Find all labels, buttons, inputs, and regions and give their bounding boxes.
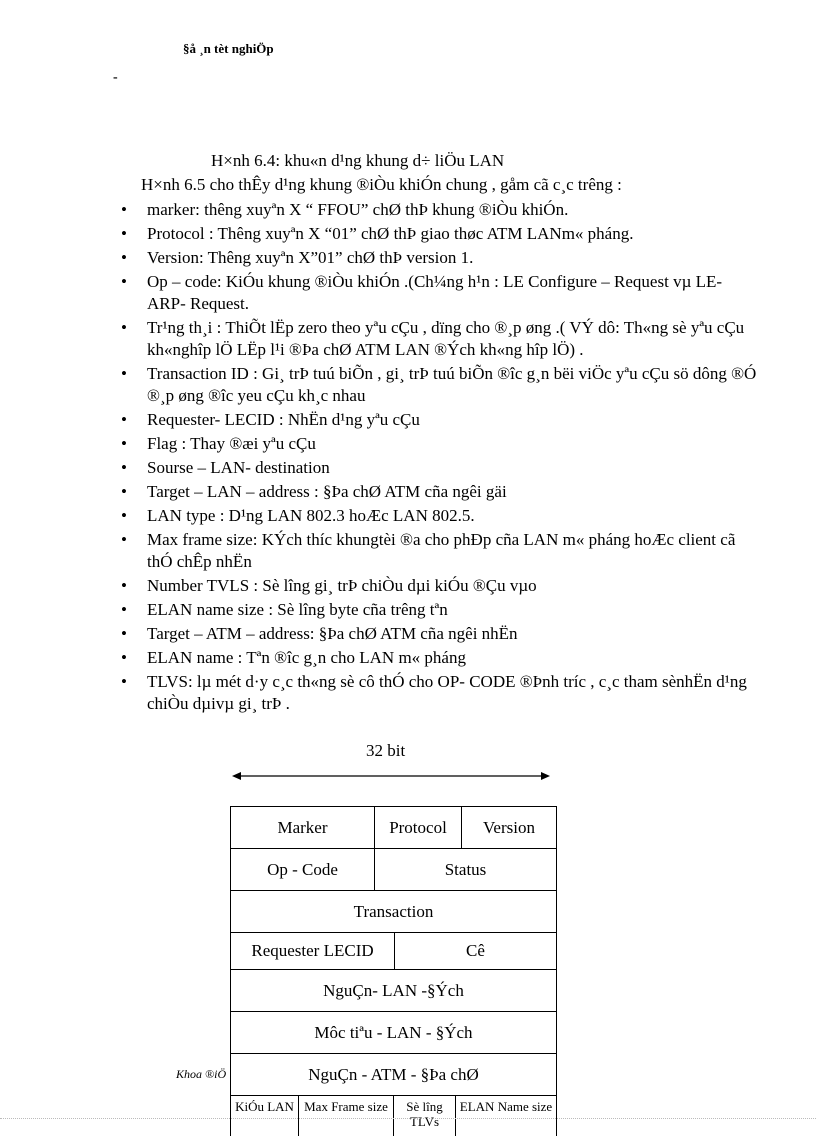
frame-cell-number-tlvs: Sè lîng TLVs bbox=[394, 1096, 456, 1136]
frame-cell-transaction: Transaction bbox=[231, 891, 557, 932]
header-dash: - bbox=[113, 70, 118, 85]
control-frame-diagram bbox=[230, 806, 557, 1136]
frame-cell-op-code: Op - Code bbox=[231, 849, 375, 890]
frame-cell-target-lan: Môc tiªu - LAN - §Ých bbox=[231, 1012, 557, 1053]
frame-cell-lan-type: KiÓu LAN bbox=[231, 1096, 299, 1136]
double-arrow-icon bbox=[232, 768, 550, 784]
list-item: • ELAN name size : Sè lîng byte cña trêng tªn bbox=[120, 599, 760, 621]
list-item: • Requester- LECID : NhËn d¹ng yªu cÇu bbox=[120, 409, 760, 431]
list-item: • Tr¹ng th¸i : ThiÕt lËp zero theo yªu cÇu , dïng cho ®¸p øng .( VÝ dô: Th«ng sè yªu cÇu kh«nghîp lÖ LËp l¹i ®Þa chØ ATM LAN ®Ých kh«ng hîp lÖ) . bbox=[120, 317, 760, 361]
intro-paragraph: H×nh 6.5 cho thÊy d¹ng khung ®iÒu khiÓn chung , gåm cã c¸c trêng : bbox=[141, 175, 622, 194]
frame-row bbox=[230, 806, 557, 848]
list-item: • Target – ATM – address: §Þa chØ ATM cña ngêi nhËn bbox=[120, 623, 760, 645]
frame-row bbox=[230, 1095, 557, 1136]
frame-cell-elan-name-size: ELAN Name size bbox=[456, 1096, 557, 1136]
frame-row bbox=[230, 890, 557, 932]
frame-cell-version: Version bbox=[462, 807, 557, 848]
bit-width-label: 32 bit bbox=[366, 741, 406, 760]
list-item: • Version: Thêng xuyªn X”01” chØ thÞ version 1. bbox=[120, 247, 760, 269]
frame-cell-protocol: Protocol bbox=[375, 807, 462, 848]
frame-row bbox=[230, 932, 557, 969]
list-item: • Op – code: KiÓu khung ®iÒu khiÓn .(Ch¼ng h¹n : LE Configure – Request vµ LE- ARP- Request. bbox=[120, 271, 760, 315]
list-item: • TLVS: lµ mét d·y c¸c th«ng sè cô thÓ cho OP- CODE ®Þnh tríc , c¸c tham sènhËn d¹ng chiÒu dµivµ gi¸ trÞ . bbox=[120, 671, 760, 715]
list-item: • Sourse – LAN- destination bbox=[120, 457, 760, 479]
page-header: §å ¸n tèt nghiÖp bbox=[183, 41, 274, 56]
list-item: • marker: thêng xuyªn X “ FFOU” chØ thÞ khung ®iÒu khiÓn. bbox=[120, 199, 760, 221]
figure-caption: H×nh 6.4: khu«n d¹ng khung d÷ liÖu LAN bbox=[211, 151, 505, 170]
frame-cell-flag: Cê bbox=[395, 933, 557, 969]
frame-cell-source-lan: NguÇn- LAN -§Ých bbox=[231, 970, 557, 1011]
frame-row bbox=[230, 848, 557, 890]
frame-cell-source-atm: NguÇn - ATM - §Þa chØ bbox=[231, 1054, 557, 1095]
page-footer: Khoa ®iÖ bbox=[176, 1067, 227, 1081]
frame-row bbox=[230, 969, 557, 1011]
frame-cell-max-frame-size: Max Frame size bbox=[299, 1096, 394, 1136]
list-item: • Target – LAN – address : §Þa chØ ATM cña ngêi gäi bbox=[120, 481, 760, 503]
frame-cell-requester-lecid: Requester LECID bbox=[231, 933, 395, 969]
page-bottom-divider bbox=[0, 1118, 816, 1119]
frame-cell-status: Status bbox=[375, 849, 557, 890]
field-list bbox=[120, 199, 760, 717]
list-item: • ELAN name : Tªn ®îc g¸n cho LAN m« pháng bbox=[120, 647, 760, 669]
frame-row bbox=[230, 1011, 557, 1053]
frame-row bbox=[230, 1053, 557, 1095]
list-item: • Number TVLS : Sè lîng gi¸ trÞ chiÒu dµi kiÓu ®Çu vµo bbox=[120, 575, 760, 597]
list-item: • Max frame size: KÝch thíc khungtèi ®a cho phÐp cña LAN m« pháng hoÆc client cã thÓ chÊp nhËn bbox=[120, 529, 760, 573]
frame-cell-marker: Marker bbox=[231, 807, 375, 848]
list-item: • Transaction ID : Gi¸ trÞ tuú biÕn , gi¸ trÞ tuú biÕn ®îc g¸n bëi viÖc yªu cÇu sö dông ®Ó ®¸p øng ®îc yeu cÇu kh¸c nhau bbox=[120, 363, 760, 407]
list-item: • Flag : Thay ®æi yªu cÇu bbox=[120, 433, 760, 455]
list-item: • Protocol : Thêng xuyªn X “01” chØ thÞ giao thøc ATM LANm« pháng. bbox=[120, 223, 760, 245]
list-item: • LAN type : D¹ng LAN 802.3 hoÆc LAN 802.5. bbox=[120, 505, 760, 527]
